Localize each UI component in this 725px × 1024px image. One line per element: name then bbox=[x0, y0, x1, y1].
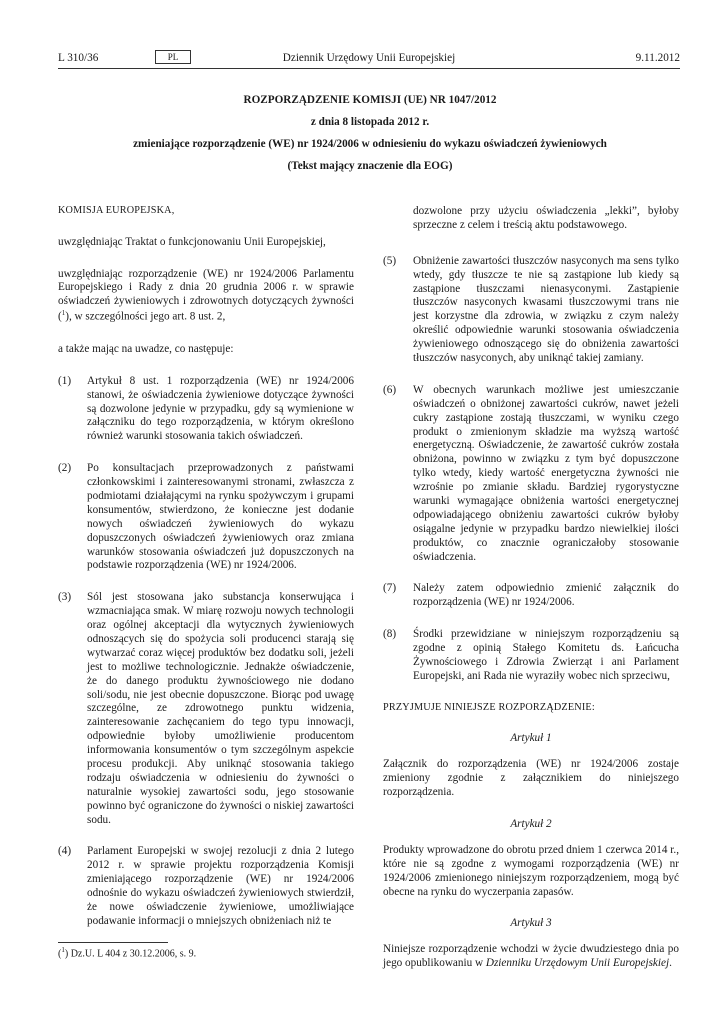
article-1-text: Załącznik do rozporządzenia (WE) nr 1924/2006 zostaje zmieniony zgodnie z załącznikiem do niniejszego rozporządzenia. bbox=[383, 758, 679, 799]
regulation-basis bbox=[58, 268, 354, 325]
article-2-title: Artykuł 2 bbox=[510, 818, 552, 831]
publication-date: 9.11.2012 bbox=[635, 52, 680, 64]
regulation-basis-text-b: ), w szczególności jego art. 8 ust. 2, bbox=[65, 310, 226, 323]
recital-6 bbox=[383, 384, 679, 565]
footnote-mark: 1 bbox=[61, 946, 65, 954]
header-rule bbox=[58, 68, 680, 69]
recital-7 bbox=[383, 582, 679, 610]
article-2-text: Produkty wprowadzone do obrotu przed dniem 1 czerwca 2014 r., które nie są zgodne z wymogami rozporządzenia (WE) nr 1924/2006 zmienionego niniejszym rozporządzeniem, mogą być obecne na rynku do wyczerpania zapasów. bbox=[383, 843, 679, 898]
treaty-line: uwzględniając Traktat o funkcjonowaniu Unii Europejskiej, bbox=[58, 235, 326, 248]
recital-number: (5) bbox=[383, 254, 397, 267]
recital-3 bbox=[58, 591, 354, 827]
adoption-line: PRZYJMUJE NINIEJSZE ROZPORZĄDZENIE: bbox=[383, 701, 595, 713]
journal-code: L 310/36 bbox=[58, 52, 99, 64]
recital-text: Po konsultacjach przeprowadzonych z państwami członkowskimi i zainteresowanymi stronami, zwłaszcza z podmiotami działającymi na rynku spożywczym i grupami konsumentów, stwierdzono, że konieczne jest dodanie nowych oświadczeń żywieniowych do wykazu dopuszczonych oświadczeń żywieniowych oraz zmiana warunków stosowania oświadczeń już dopuszczonych na podstawie rozporządzenia (WE) nr 1924/2006. bbox=[87, 462, 354, 572]
recital-text: Należy zatem odpowiednio zmienić załącznik do rozporządzenia (WE) nr 1924/2006. bbox=[413, 582, 679, 609]
recital-4-continuation: dozwolone przy użyciu oświadczenia „lekki”, byłoby sprzeczne z celem i treścią aktu podstawowego. bbox=[413, 205, 679, 231]
footnote-ref: 1 bbox=[61, 309, 66, 318]
article-3-text-b: . bbox=[669, 957, 672, 970]
recital-number: (6) bbox=[383, 383, 397, 396]
footnote-text: Dz.U. L 404 z 30.12.2006, s. 9. bbox=[70, 948, 197, 960]
footnote: ($^1$) Dz.U. L 404 z 30.12.2006, s. 9. bbox=[58, 946, 197, 960]
article-3-text bbox=[383, 943, 679, 971]
recital-text: Obniżenie zawartości tłuszczów nasyconych ma sens tylko wtedy, gdy tłuszcze te nie są zastąpione lub kiedy są zastąpione tłuszczami nienasyconymi. Zastąpienie tłuszczów nasyconych kwasami tłuszczowymi trans nie jest korzystne dla zdrowia, w związku z czym należy określić odpowiednie warunki stosowania oświadczenia żywieniowego odnoszącego się do obniżenia zawartości tłuszczów nasyconych, aby uniknąć takiej zamiany. bbox=[413, 254, 679, 365]
commission-line: KOMISJA EUROPEJSKA, bbox=[58, 205, 175, 216]
recital-4 bbox=[58, 845, 354, 928]
recital-text: Sól jest stosowana jako substancja konserwująca i wzmacniająca smak. W miarę rozwoju nowych technologii oraz ogólnej akceptacji dla wytycznych żywieniowych odnoszących się do spożycia soli producenci starają się wytwarzać coraz więcej produktów bez dodatku soli, jeżeli jest to możliwe technologicznie. Jednakże oświadczenie, że do danego produktu żywnościowego nie dodano soli/sodu, nie jest obecnie dopuszczone. Biorąc pod uwagę szczególne, ze zdrowotnego punktu widzenia, zainteresowanie zachęcaniem do tego typu innowacji, odpowiednie byłoby umożliwienie producentom informowania konsumentów o tym szczególnym aspekcie procesu produkcji. Aby uniknąć stosowania takiego rodzaju oświadczenia w odniesieniu do żywności o naturalnie wysokiej zawartości sodu, jego stosowanie powinno być ograniczone do żywności o niskiej zawartości sodu. bbox=[87, 591, 354, 826]
recital-1 bbox=[58, 375, 354, 444]
recital-2 bbox=[58, 462, 354, 573]
document-titles bbox=[100, 94, 640, 174]
recital-number: (2) bbox=[58, 462, 72, 475]
journal-title: Dziennik Urzędowy Unii Europejskiej bbox=[282, 52, 456, 64]
footnote-rule bbox=[58, 942, 168, 943]
regulation-date: z dnia 8 listopada 2012 r. bbox=[310, 115, 430, 128]
article-3-title: Artykuł 3 bbox=[510, 917, 552, 930]
regulation-basis-text-a: uwzględniając rozporządzenie (WE) nr 1924/2006 Parlamentu Europejskiego i Rady z dnia 20 grudnia 2006 r. w sprawie oświadczeń żywieniowych i zdrowotnych dotyczących żywności ( bbox=[58, 267, 354, 323]
recital-number: (8) bbox=[383, 628, 397, 641]
page-header bbox=[58, 52, 680, 68]
regulation-subject: zmieniające rozporządzenie (WE) nr 1924/2006 w odniesieniu do wykazu oświadczeń żywieniowych bbox=[133, 137, 607, 150]
recital-number: (1) bbox=[58, 374, 72, 387]
recital-text: Parlament Europejski w swojej rezolucji z dnia 2 lutego 2012 r. w sprawie projektu rozporządzenia Komisji zmieniającego rozporządzenie (WE) nr 1924/2006 odnośnie do wykazu oświadczeń żywieniowych stwierdził, że nowe oświadczenie żywieniowe, umożliwiające podawanie informacji o mniejszych obniżeniach niż te bbox=[87, 845, 354, 927]
recital-text: Środki przewidziane w niniejszym rozporządzeniu są zgodne z opinią Stałego Komitetu ds. Łańcucha Żywnościowego i Zdrowia Zwierząt i ani Parlament Europejski, ani Rada nie wyraziły wobec nich sprzeciwu, bbox=[413, 628, 679, 682]
recital-8 bbox=[383, 628, 679, 684]
recital-number: (3) bbox=[58, 591, 72, 604]
recital-text: W obecnych warunkach możliwe jest umieszczanie oświadczeń o obniżonej zawartości cukrów, nawet jeżeli cukry zastąpione zostają tłuszczami, w wyniku czego produkt o zmienionym składzie ma wyższą wartość energetyczną. Oświadczenie, że zawartość cukrów została obniżona, powinno w związku z tym być dopuszczone tylko wtedy, kiedy wartość energetyczna żywności nie wzrośnie po zmianie składu. Bardziej rygorystyczne warunki wymagające obniżenia wartości energetycznej odpowiadającego obniżeniu zawartości cukrów byłoby osiągalne jedynie w przypadku bardzo niewielkiej ilości produktów, co znacznie ograniczałoby stosowanie oświadczenia. bbox=[413, 383, 679, 563]
article-3-text-a: Niniejsze rozporządzenie wchodzi w życie dwudziestego dnia po jego opublikowaniu w bbox=[383, 943, 679, 970]
regulation-title: ROZPORZĄDZENIE KOMISJI (UE) NR 1047/2012 bbox=[243, 94, 497, 106]
whereas-line: a także mając na uwadze, co następuje: bbox=[58, 342, 234, 355]
recital-text: Artykuł 8 ust. 1 rozporządzenia (WE) nr 1924/2006 stanowi, że oświadczenia żywieniowe dotyczące żywności są dozwolone jedynie w przypadku, gdy są wymienione w załączniku do tego rozporządzenia, w którym określono również warunki stosowania takich oświadczeń. bbox=[87, 374, 354, 443]
left-column bbox=[58, 205, 354, 947]
recital-number: (4) bbox=[58, 845, 72, 858]
right-column bbox=[383, 205, 679, 989]
recital-number: (7) bbox=[383, 582, 397, 595]
article-1-title: Artykuł 1 bbox=[510, 732, 552, 745]
language-box: PL bbox=[155, 50, 191, 64]
article-3-journal-name: Dzienniku Urzędowym Unii Europejskiej bbox=[485, 957, 670, 970]
recital-5 bbox=[383, 255, 679, 366]
eea-relevance: (Tekst mający znaczenie dla EOG) bbox=[287, 159, 453, 172]
